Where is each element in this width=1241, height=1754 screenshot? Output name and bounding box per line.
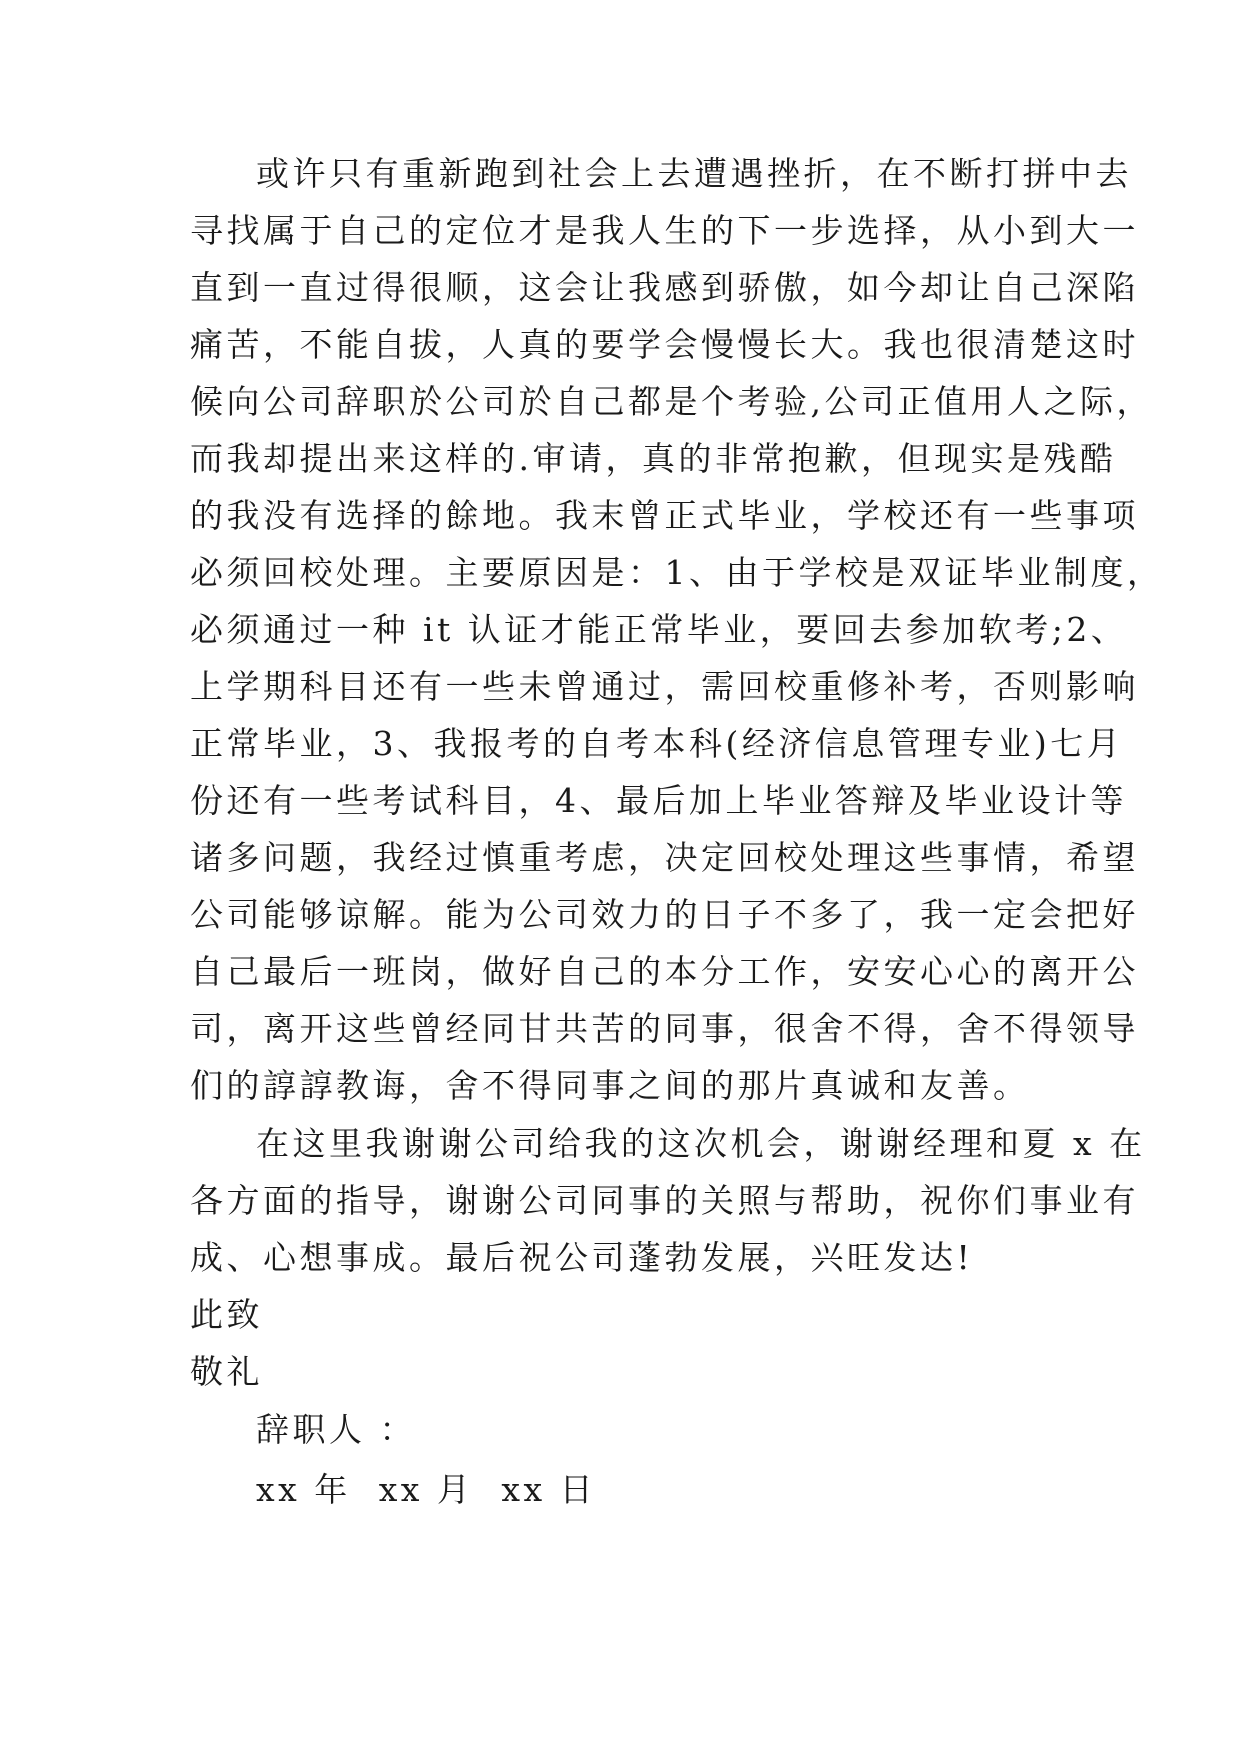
- paragraph-1-line-6: 而我却提出来这样的.审请，真的非常抱歉，但现实是残酷: [190, 439, 1117, 478]
- paragraph-1-line-15: 自己最后一班岗，做好自己的本分工作，安安心心的离开公: [190, 952, 1139, 991]
- paragraph-1-line-4: 痛苦，不能自拔，人真的要学会慢慢长大。我也很清楚这时: [190, 325, 1139, 364]
- paragraph-2-line-1: 在这里我谢谢公司给我的这次机会，谢谢经理和夏 x 在: [256, 1124, 1146, 1163]
- paragraph-1-line-10: 上学期科目还有一些未曾通过，需回校重修补考，否则影响: [190, 667, 1139, 706]
- paragraph-1-line-13: 诸多问题，我经过慎重考虑，决定回校处理这些事情，希望: [190, 838, 1139, 877]
- paragraph-1-line-5: 候向公司辞职於公司於自己都是个考验,公司正值用人之际，: [190, 382, 1153, 421]
- paragraph-1-line-8: 必须回校处理。主要原因是：1、由于学校是双证毕业制度，: [190, 553, 1164, 592]
- paragraph-2-line-2: 各方面的指导，谢谢公司同事的关照与帮助，祝你们事业有: [190, 1181, 1139, 1220]
- paragraph-1-line-3: 直到一直过得很顺，这会让我感到骄傲，如今却让自己深陷: [190, 268, 1139, 307]
- paragraph-1-line-7: 的我没有选择的餘地。我末曾正式毕业，学校还有一些事项: [190, 496, 1139, 535]
- closing-salutation-1: 此致: [190, 1295, 263, 1334]
- date-line: xx 年 xx 月 xx 日: [256, 1470, 597, 1509]
- paragraph-1-line-9: 必须通过一种 it 认证才能正常毕业，要回去参加软考;2、: [190, 610, 1128, 649]
- paragraph-1-line-17: 们的諄諄教诲，舍不得同事之间的那片真诚和友善。: [190, 1066, 1030, 1105]
- paragraph-1-line-14: 公司能够谅解。能为公司效力的日子不多了，我一定会把好: [190, 895, 1139, 934]
- paragraph-1-line-11: 正常毕业，3、我报考的自考本科(经济信息管理专业)七月: [190, 724, 1124, 763]
- paragraph-1-line-16: 司，离开这些曾经同甘共苦的同事，很舍不得，舍不得领导: [190, 1009, 1139, 1048]
- paragraph-1-line-1: 或许只有重新跑到社会上去遭遇挫折，在不断打拼中去: [256, 154, 1132, 193]
- paragraph-2-line-3: 成、心想事成。最后祝公司蓬勃发展，兴旺发达!: [190, 1238, 974, 1277]
- paragraph-1-line-2: 寻找属于自己的定位才是我人生的下一步选择，从小到大一: [190, 211, 1139, 250]
- signer-line: 辞职人 ：: [256, 1410, 416, 1449]
- paragraph-1-line-12: 份还有一些考试科目，4、最后加上毕业答辩及毕业设计等: [190, 781, 1127, 820]
- closing-salutation-2: 敬礼: [190, 1352, 263, 1391]
